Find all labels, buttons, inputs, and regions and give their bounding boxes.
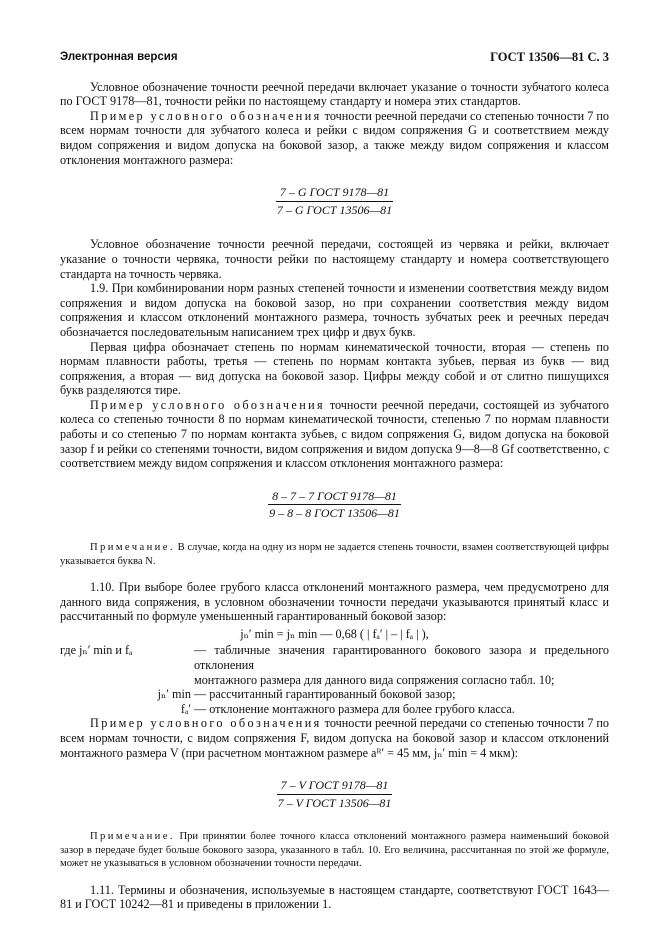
paragraph-1-10: 1.10. При выборе более грубого класса отклонений монтажного размера, чем предусмотрено для данного вида сопряжения, в условном обозначении точности передачи указываются принятый класс и рассчитанный по формуле уменьшенный гарантированный боковой зазор: [60,580,609,624]
example-3-text: точности реечной передачи со степенью точности 7 по всем нормам точности, с видом сопряжения F, видом допуска на боковой зазор и классом отклонений монтажного размера V (при расчетном монтажном размере aᴿ′ = 45 мм, jₙ′ min = 4 мкм): [60,716,609,760]
paragraph-worm-rack: Условное обозначение точности реечной передачи, состоящей из червяка и рейки, включает указание о точности червяка, точности рейки по настоящему стандарту и номера соответствующего стандарта на точность червяка. [60,237,609,281]
formula-2 [60,489,609,521]
note-2 [60,830,609,871]
note-2-lead: Примечание. [90,831,175,843]
paragraph-1-9: 1.9. При комбинировании норм разных степеней точности и изменении соответствия между видом сопряжения и видом допуска на боковой зазор, но при сохранении соответствия между видом сопряжения и классом отклонений монтажного размера, точность зубчатых реек и реечных передач обозначается последовательным написанием трех цифр и двух букв. [60,281,609,339]
header-edition-label: Электронная версия [60,51,178,63]
formula-3 [60,778,609,810]
paragraph-designation-intro: Условное обозначение точности реечной передачи включает указание о точности зубчатого колеса по ГОСТ 9178—81, точности рейки по настоящему стандарту и номера этих стандартов. [60,79,609,109]
definition-where: где jₙ′ min и fₐ [60,643,133,658]
example-2-text: точности реечной передачи, состоящей из зубчатого колеса со степенью точности 8 по нормам кинематической точности, степенью 7 по нормам плавности работы и со степенью 7 по нормам контакта зубьев, с видом сопряжения G, видом допуска на боковой зазор f и рейки со степенями точности, видом сопряжения и видом допуска 9—8—8 Gf соответственно, с соответствием между видом сопряжения и классом отклонения монтажного размера: [60,397,609,471]
note-2-text: При принятии более точного класса отклонений монтажного размера наименьший боковой зазор в передаче будет больше бокового зазора, указанного в табл. 10. Его величина, рассчитанная по этой же формуле, может не указываться в условном обозначении точности передачи. [60,831,609,870]
note-1-text: В случае, когда на одну из норм не задается степень точности, взамен соответствующей цифры указывается буква N. [60,542,609,567]
definition-3-term: fₐ′ [180,701,191,716]
formula-2-denominator: 9 – 8 – 8 ГОСТ 13506—81 [269,506,400,521]
definition-2: — рассчитанный гарантированный боковой зазор; [194,687,456,702]
formula-3-denominator: 7 – V ГОСТ 13506—81 [277,795,392,810]
example-1-lead: Пример условного обозначения [90,108,322,123]
example-3 [60,716,609,760]
page-header [60,50,609,65]
example-2-lead: Пример условного обозначения [90,397,326,412]
definition-3: — отклонение монтажного размера для более грубого класса. [194,701,515,716]
example-2 [60,398,609,471]
formula-1 [60,185,609,217]
formula-1-numerator: 7 – G ГОСТ 9178—81 [276,185,393,202]
header-standard-page: ГОСТ 13506—81 С. 3 [490,50,609,64]
example-1 [60,109,609,167]
equation-definitions [60,643,609,716]
backlash-equation: jₙ′ min = jₙ min — 0,68 ( | fₐ′ | – | fₐ | ), [240,626,429,641]
formula-2-numerator: 8 – 7 – 7 ГОСТ 9178—81 [268,489,401,506]
note-1-lead: Примечание. [90,542,175,554]
definition-2-term: jₙ′ min [157,687,191,702]
paragraph-1-11: 1.11. Термины и обозначения, используемые в настоящем стандарте, соответствуют ГОСТ 1643—81 и ГОСТ 10242—81 и приведены в приложении 1. [60,882,609,912]
example-1-text: точности реечной передачи со степенью точности 7 по всем нормам точности для зубчатого колеса и рейки с видом сопряжения G и соответствием между видом сопряжения и видом допуска на боковой зазор, а также между видом сопряжения и классом отклонения монтажного размера: [60,108,609,167]
formula-3-numerator: 7 – V ГОСТ 9178—81 [277,778,393,795]
example-3-lead: Пример условного обозначения [90,716,322,731]
paragraph-first-digit: Первая цифра обозначает степень по нормам кинематической точности, вторая — степень по нормам плавности работы, третья — степень по нормам контакта зубьев, первая из букв — вид сопряжения, а вторая — вид допуска на боковой зазор. Цифры между собой и от слитно пишущихся букв разделяются тире. [60,339,609,398]
definition-1-continued: монтажного размера для данного вида сопряжения согласно табл. 10; [194,672,555,687]
definition-1: — табличные значения гарантированного бокового зазора и предельного отклонения [194,643,609,672]
formula-1-denominator: 7 – G ГОСТ 13506—81 [276,202,393,217]
note-1 [60,541,609,568]
